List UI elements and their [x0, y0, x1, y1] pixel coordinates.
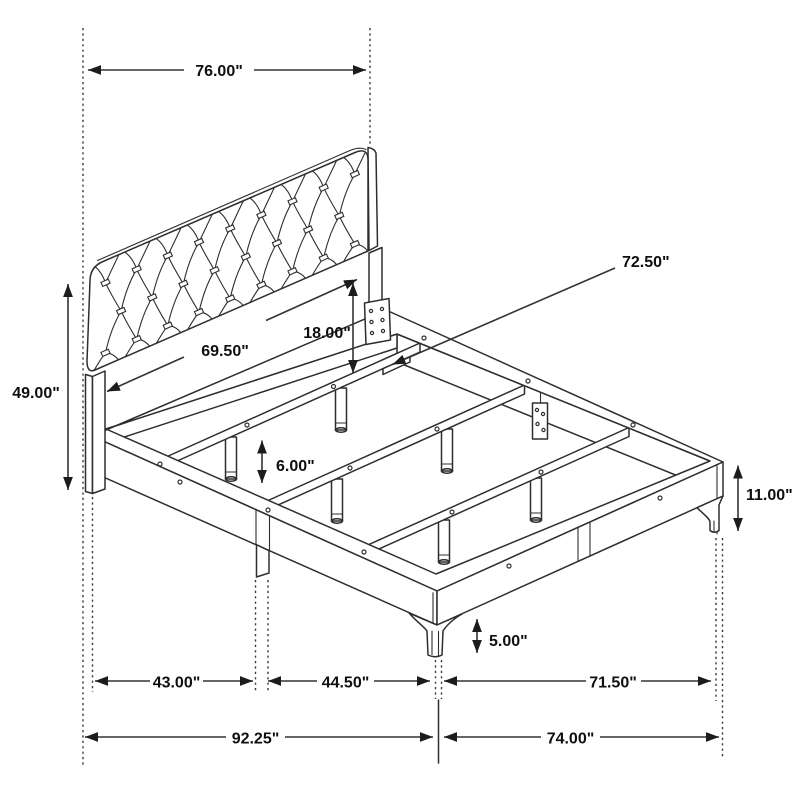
dim-label-segment-mid: 44.50" — [321, 674, 370, 692]
dim-overall-width — [444, 731, 719, 748]
dim-label-center-leg-height: 6.00" — [276, 458, 315, 475]
bed-drawing — [86, 141, 724, 656]
support-bracket — [533, 403, 548, 439]
headboard-left-leg — [86, 371, 106, 494]
dim-label-segment-head: 43.00" — [152, 674, 201, 692]
center-leg — [332, 479, 343, 523]
dim-label-slat-rail-length: 72.50" — [622, 254, 670, 271]
dim-label-headboard-width: 76.00" — [195, 63, 243, 80]
left-side-rail — [92, 436, 437, 625]
dim-label-foot-leg-height: 5.00" — [489, 633, 528, 650]
headboard-bracket-plate — [365, 299, 391, 345]
dim-foot-leg-height — [477, 619, 528, 653]
center-leg — [226, 437, 237, 481]
dim-headboard-height — [12, 284, 68, 490]
dim-label-headboard-panel-width: 69.50" — [201, 343, 249, 360]
dim-label-overall-width: 74.00" — [546, 730, 595, 748]
dim-frame-height — [738, 466, 793, 532]
dim-segment-mid — [268, 675, 430, 692]
dim-segment-head — [95, 675, 253, 692]
dim-label-segment-foot: 71.50" — [589, 674, 637, 692]
center-leg — [336, 388, 347, 432]
rail-leg — [257, 545, 270, 577]
foot-rail — [433, 462, 723, 627]
dim-segment-foot — [444, 675, 711, 692]
dim-label-overall-length: 92.25" — [231, 730, 280, 748]
dim-label-frame-height: 11.00" — [746, 487, 793, 504]
dim-overall-length — [85, 731, 433, 748]
dimension-annotations — [12, 63, 793, 748]
center-leg — [442, 429, 453, 473]
extension-lines — [83, 28, 723, 766]
dim-headboard-width — [88, 63, 366, 80]
headboard-right-edge — [368, 148, 378, 251]
dim-label-headboard-clearance: 18.00" — [303, 325, 351, 342]
center-leg — [531, 478, 542, 522]
dim-label-headboard-height: 49.00" — [12, 385, 60, 402]
center-leg — [439, 520, 450, 564]
dim-center-leg-height — [262, 441, 315, 484]
